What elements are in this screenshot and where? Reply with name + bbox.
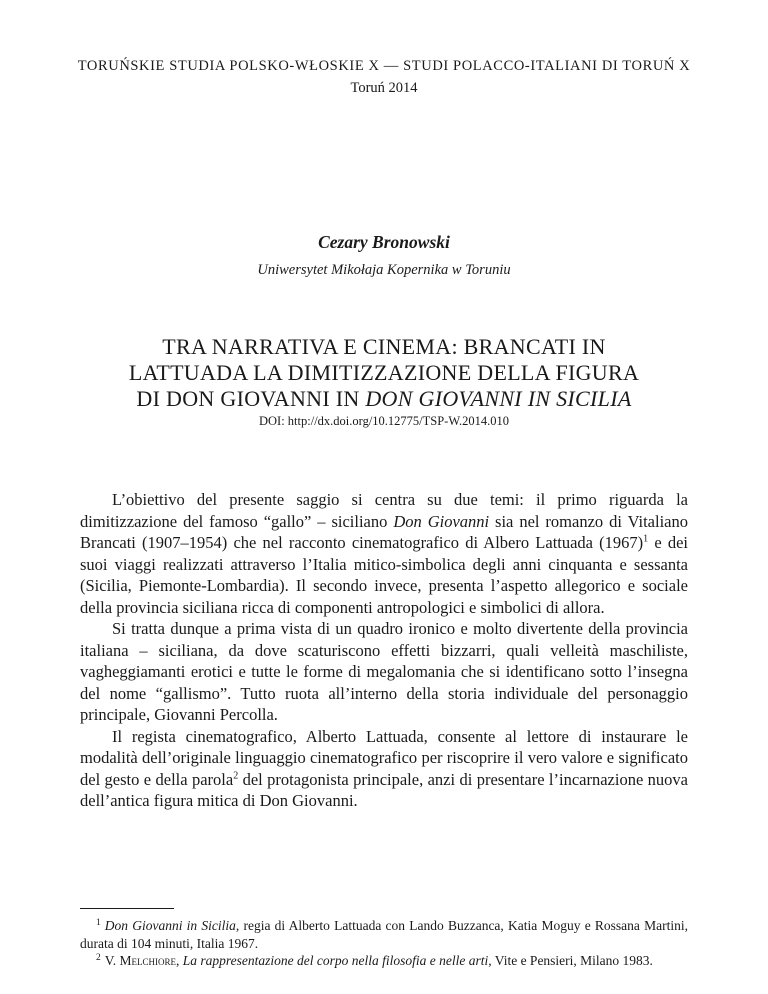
footnote-2-italic: La rappresentazione del corpo nella filosofia e nelle arti bbox=[182, 953, 489, 968]
footnote-2-separator: , bbox=[176, 953, 183, 968]
body-text bbox=[80, 489, 688, 812]
paragraph-1 bbox=[80, 489, 688, 618]
article-title bbox=[60, 334, 708, 412]
paragraph-2: Si tratta dunque a prima vista di un quadro ironico e molto divertente della provincia italiana – siciliana, da dove scaturiscono effetti bizzarri, quali velleità maschiliste, vagheggiamanti erotici e tutte le forme di megalomania che si identificano sotto l’insegna del nome “gallismo”. Tutto ruota all’interno della storia individuale del personaggio principale, Giovanni Percolla. bbox=[80, 619, 688, 724]
doi-link[interactable]: DOI: http://dx.doi.org/10.12775/TSP-W.2014.010 bbox=[258, 414, 509, 428]
title-line-3-prefix: DI DON GIOVANNI IN bbox=[136, 386, 366, 411]
footnote-1-number: 1 bbox=[96, 917, 101, 928]
footnote-2-author: Melchiore bbox=[119, 953, 177, 968]
title-film-name: DON GIOVANNI IN SICILIA bbox=[365, 386, 632, 411]
author-affiliation: Uniwersytet Mikołaja Kopernika w Toruniu bbox=[257, 262, 511, 278]
footnote-2 bbox=[80, 952, 688, 970]
paragraph-3-text-b: del protagonista principale, anzi di presentare l’incarnazione nuova dell’antica figura mitica di Don Giovanni. bbox=[80, 769, 688, 810]
footnote-1-text: , regia di Alberto Lattuada con Lando Buzzanca, Katia Moguy e Rossana Martini, durata di 104 minuti, Italia 1967. bbox=[80, 918, 688, 951]
paragraph-1-text-a: L’obiettivo del presente saggio si centra su due temi: il primo riguarda la dimitizzazione del famoso “gallo” – siciliano bbox=[80, 490, 688, 531]
title-line-1: TRA NARRATIVA E CINEMA: BRANCATI IN bbox=[162, 334, 606, 359]
series-header: TORUŃSKIE STUDIA POLSKO-WŁOSKIE X — STUDI POLACCO-ITALIANI DI TORUŃ X bbox=[77, 58, 691, 74]
paragraph-3 bbox=[80, 726, 688, 812]
paragraph-1-italic: Don Giovanni bbox=[393, 511, 490, 531]
footnote-2-prefix: V. bbox=[104, 953, 120, 968]
footnote-separator bbox=[80, 908, 174, 909]
footnote-ref-1[interactable]: 1 bbox=[643, 533, 649, 545]
footnote-2-text: , Vite e Pensieri, Milano 1983. bbox=[488, 953, 653, 968]
paragraph-3-text-a: Il regista cinematografico, Alberto Lattuada, consente al lettore di instaurare le modalità dell’originale linguaggio cinematografico per riscoprire il vero valore e significato del gesto e della parola bbox=[80, 726, 688, 789]
footnote-2-number: 2 bbox=[96, 952, 101, 963]
footnotes bbox=[80, 917, 688, 970]
title-line-3 bbox=[60, 386, 708, 412]
footnote-ref-2[interactable]: 2 bbox=[233, 770, 239, 781]
paragraph-1-text-c: sia nel romanzo di Vitaliano Brancati (1907–1954) che nel racconto cinematografico di Albero Lattuada (1967) bbox=[80, 511, 688, 552]
footnote-1-italic: Don Giovanni in Sicilia bbox=[104, 918, 236, 933]
paragraph-1-text-d: e dei suoi viaggi realizzati attraverso l’Italia mitico-simbolica degli anni cinquanta e sessanta (Sicilia, Piemonte-Lombardia). Il secondo invece, presenta l’aspetto allegorico e sociale della provincia siciliana ricca di componenti antropologici e simbolici di allora. bbox=[80, 533, 688, 617]
title-line-2: LATTUADA LA DIMITIZZAZIONE DELLA FIGURA bbox=[128, 360, 640, 385]
city-year: Toruń 2014 bbox=[350, 80, 418, 96]
author-name: Cezary Bronowski bbox=[318, 232, 450, 252]
footnote-1 bbox=[80, 917, 688, 952]
